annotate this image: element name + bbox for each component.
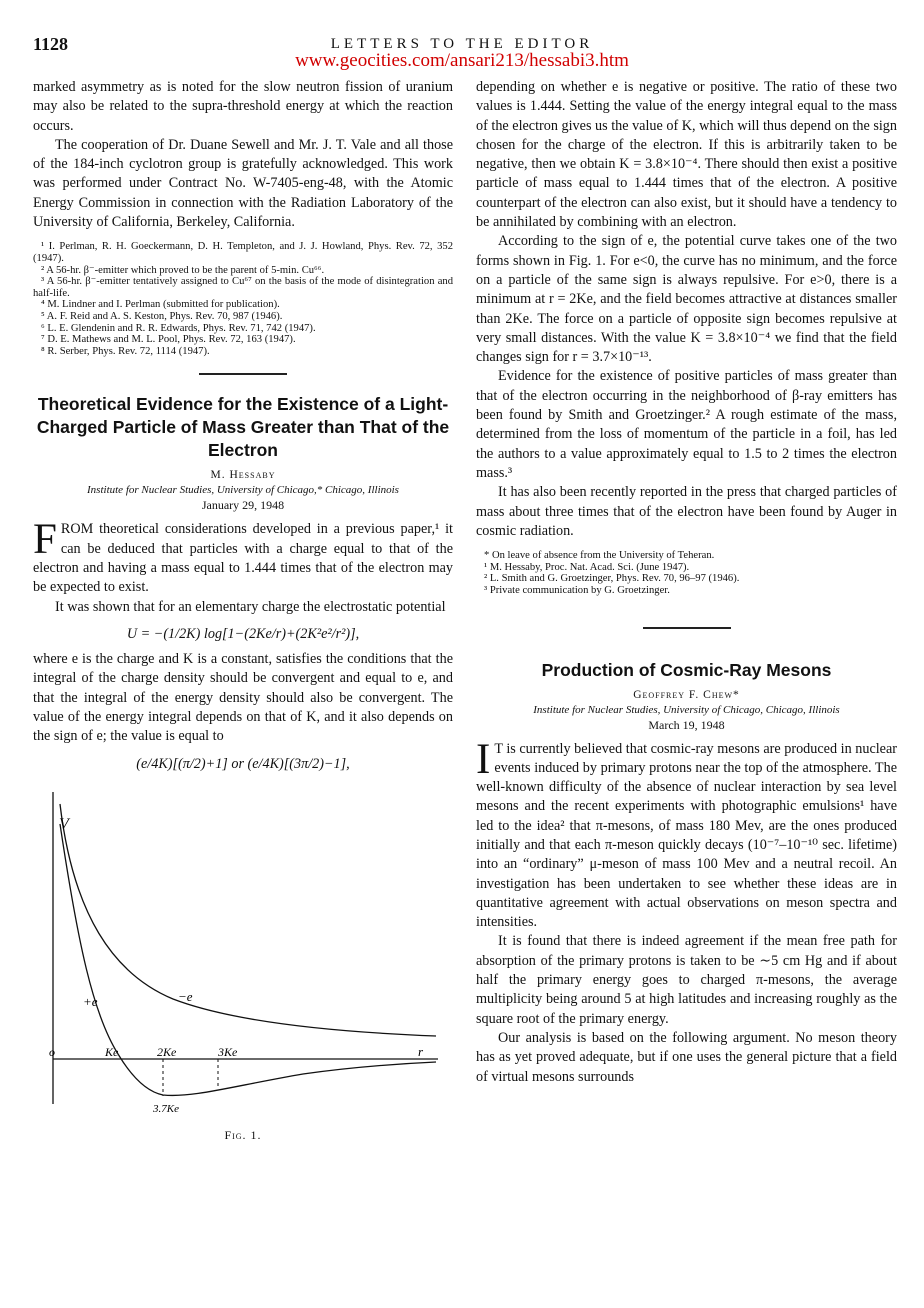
article-paragraph <box>476 735 897 933</box>
tick-min-label: 3.7Ke <box>153 1102 179 1115</box>
footnote: ³ Private communication by G. Groetzinger. <box>484 584 670 596</box>
article-paragraph: It is found that there is indeed agreement if the mean free path for absorption of the primary protons is taken to be ∼5 cm Hg and if about half the primary energy goes to charged π-mesons, the average multiplicity being around 5 at high latitudes and increasing roughly as the square root of the primary energy. <box>476 933 897 1027</box>
article-date: March 19, 1948 <box>648 717 725 732</box>
left-column <box>33 78 453 1144</box>
plus-e-label: +e <box>83 993 98 1009</box>
footnote: ¹ I. Perlman, R. H. Goeckermann, D. H. Templeton, and J. J. Howland, Phys. Rev. 72, 352 (1947). <box>33 241 453 264</box>
article-paragraph: It has also been recently reported in the press that charged particles of mass about three times that of the electron have been found by Auger in cosmic radiation. <box>476 484 897 539</box>
article-paragraph: It was shown that for an elementary charge the electrostatic potential <box>55 598 446 615</box>
footnote: ² L. Smith and G. Groetzinger, Phys. Rev. 70, 96–97 (1946). <box>484 573 740 585</box>
footnotes-second-article <box>476 550 897 596</box>
footnote: ⁶ L. E. Glendenin and R. R. Edwards, Phys. Rev. 71, 742 (1947). <box>41 322 316 334</box>
article-title: Production of Cosmic-Ray Mesons <box>541 659 832 680</box>
article-title: Theoretical Evidence for the Existence of a Light-Charged Particle of Mass Greater than That of the Electron <box>36 394 450 461</box>
continued-paragraph: marked asymmetry as is noted for the slow neutron fission of uranium may also be related to the supra-threshold energy at which the reaction occurs. <box>33 79 453 134</box>
tick-3ke-label: 3Ke <box>218 1044 238 1059</box>
figure-1 <box>33 784 453 1144</box>
footnotes-first-article <box>33 241 453 357</box>
article-paragraph: Our analysis is based on the following argument. No meson theory has as yet proved adequate, but if one uses the general picture that a field of virtual mesons surrounds <box>476 1029 897 1085</box>
drop-cap: F <box>33 516 57 564</box>
article-author: Geoffrey F. Chew* <box>633 688 740 701</box>
article-institution: Institute for Nuclear Studies, University of Chicago, Chicago, Illinois <box>533 703 840 716</box>
article-date: January 29, 1948 <box>201 498 285 513</box>
article-paragraph: Evidence for the existence of positive particles of mass greater than that of the electron occurring in the neighborhood of β-ray emitters has been found by Smith and Groetzinger.² A rough estimate of the mass, determined from the loss of momentum of the particle in a foil, has led the authors to a value approximately equal to 1.5 to 2 times the electron mass.³ <box>476 368 897 481</box>
footnote: ⁵ A. F. Reid and A. S. Keston, Phys. Rev. 70, 987 (1946). <box>41 310 283 322</box>
continued-paragraph: depending on whether e is negative or positive. The ratio of these two values is 1.444. Setting the value of the energy integral equal to the mass of the electron gives us the value of K, which will thus depend on the sign chosen for the charge of the electron. If this is arbitrarily taken to be negative, then we obtain K = 3.8×10⁻⁴. There should then exist a positive particle of mass equal to 1.444 times that of the electron. A positive counterpart of the electron can also exist, but it should have a tendency to be annihilated by combining with an electron. <box>476 79 897 231</box>
article-paragraph <box>33 516 453 597</box>
article-paragraph: where e is the charge and K is a constant, satisfies the conditions that the integral of the charge density should be convergent and equal to e, and that the integral of the energy density should also be convergent. The value of the energy integral depends on that of K, and it also depends on the sign of e; the value is equal to <box>33 651 453 745</box>
curve-minus-e <box>60 804 436 1036</box>
footnote: ¹ M. Hessaby, Proc. Nat. Acad. Sci. (June 1947). <box>484 561 690 573</box>
article-paragraph-text: ROM theoretical considerations developed in a previous paper,¹ it can be deduced that particles with a charge equal to that of the electron and having a mass equal to 1.444 times that of the electron may be expected to exist. <box>33 521 453 596</box>
minus-e-label: −e <box>178 988 193 1004</box>
origin-label: o <box>49 1044 55 1059</box>
tick-ke-label: Ke <box>105 1044 119 1059</box>
figure-caption: Fig. 1. <box>224 1127 262 1142</box>
potential-curve-plot <box>33 784 453 1124</box>
article-paragraph-text: T is currently believed that cosmic-ray mesons are produced in nuclear events induced by primary protons near the top of the atmosphere. The well-known difficulty of the absence of nuclear interaction by sea level mesons and the recent experiments with photographic emulsions¹ have led to the idea² that π-mesons, of mass 180 Mev, are the ones produced initially and that each π-meson quickly decays (10⁻⁷–10⁻¹⁰ sec. lifetime) into an “ordinary” μ-meson of mass 100 Mev and a neutral recoil. An investigation has been undertaken to see whether these ideas are in quantitative agreement with actual observations on meson spectra and intensities. <box>476 740 897 931</box>
article-author: M. Hessaby <box>210 469 276 482</box>
drop-cap: I <box>476 735 491 783</box>
r-axis-label: r <box>418 1043 424 1059</box>
section-divider <box>199 373 287 375</box>
footnote: ⁸ R. Serber, Phys. Rev. 72, 1114 (1947). <box>41 345 210 357</box>
footnote: * On leave of absence from the University of Teheran. <box>484 550 715 562</box>
article-institution: Institute for Nuclear Studies, University of Chicago,* Chicago, Illinois <box>87 484 399 497</box>
acknowledgment-paragraph: The cooperation of Dr. Duane Sewell and Mr. J. T. Vale and all those of the 184-inch cyclotron group is gratefully acknowledged. This work was performed under Contract No. W-7405-eng-48, with the Atomic Energy Commission in connection with the Radiation Laboratory of the University of California, Berkeley, California. <box>33 136 453 231</box>
equation-potential: U = −(1/2K) log[1−(2Ke/r)+(2K²e²/r²)], <box>126 625 360 642</box>
v-axis-label: V <box>59 815 69 833</box>
article-paragraph: According to the sign of e, the potential curve takes one of the two forms shown in Fig. 1. For e<0, the curve has no minimum, and the force on a particle of the same sign is always repulsive. For e>0, there is a minimum at r = 2Ke, and the field becomes attractive at distances smaller than 2Ke. The force on a particle of opposite sign becomes repulsive at very small distances. With the value K = 3.8×10⁻⁴ we find that the field changes sign for r = 3.7×10⁻¹³. <box>476 233 897 366</box>
right-column <box>476 78 897 1087</box>
equation-energy: (e/4K)[(π/2)+1] or (e/4K)[(3π/2)−1], <box>136 755 350 772</box>
running-title: LETTERS TO THE EDITOR <box>330 36 594 52</box>
footnote: ³ A 56-hr. β⁻-emitter tentatively assigned to Cu⁶⁷ on the basis of the mode of disintegration and half-life. <box>33 276 453 299</box>
footnote: ⁴ M. Lindner and I. Perlman (submitted for publication). <box>41 299 280 311</box>
footnote: ⁷ D. E. Mathews and M. L. Pool, Phys. Rev. 72, 163 (1947). <box>41 334 296 346</box>
page-number: 1128 <box>33 34 69 54</box>
watermark-url: www.geocities.com/ansari213/hessabi3.htm <box>295 50 629 71</box>
footnote: ² A 56-hr. β⁻-emitter which proved to be the parent of 5-min. Cu⁶⁶. <box>41 264 325 276</box>
tick-2ke-label: 2Ke <box>157 1044 177 1059</box>
section-divider <box>643 627 731 629</box>
